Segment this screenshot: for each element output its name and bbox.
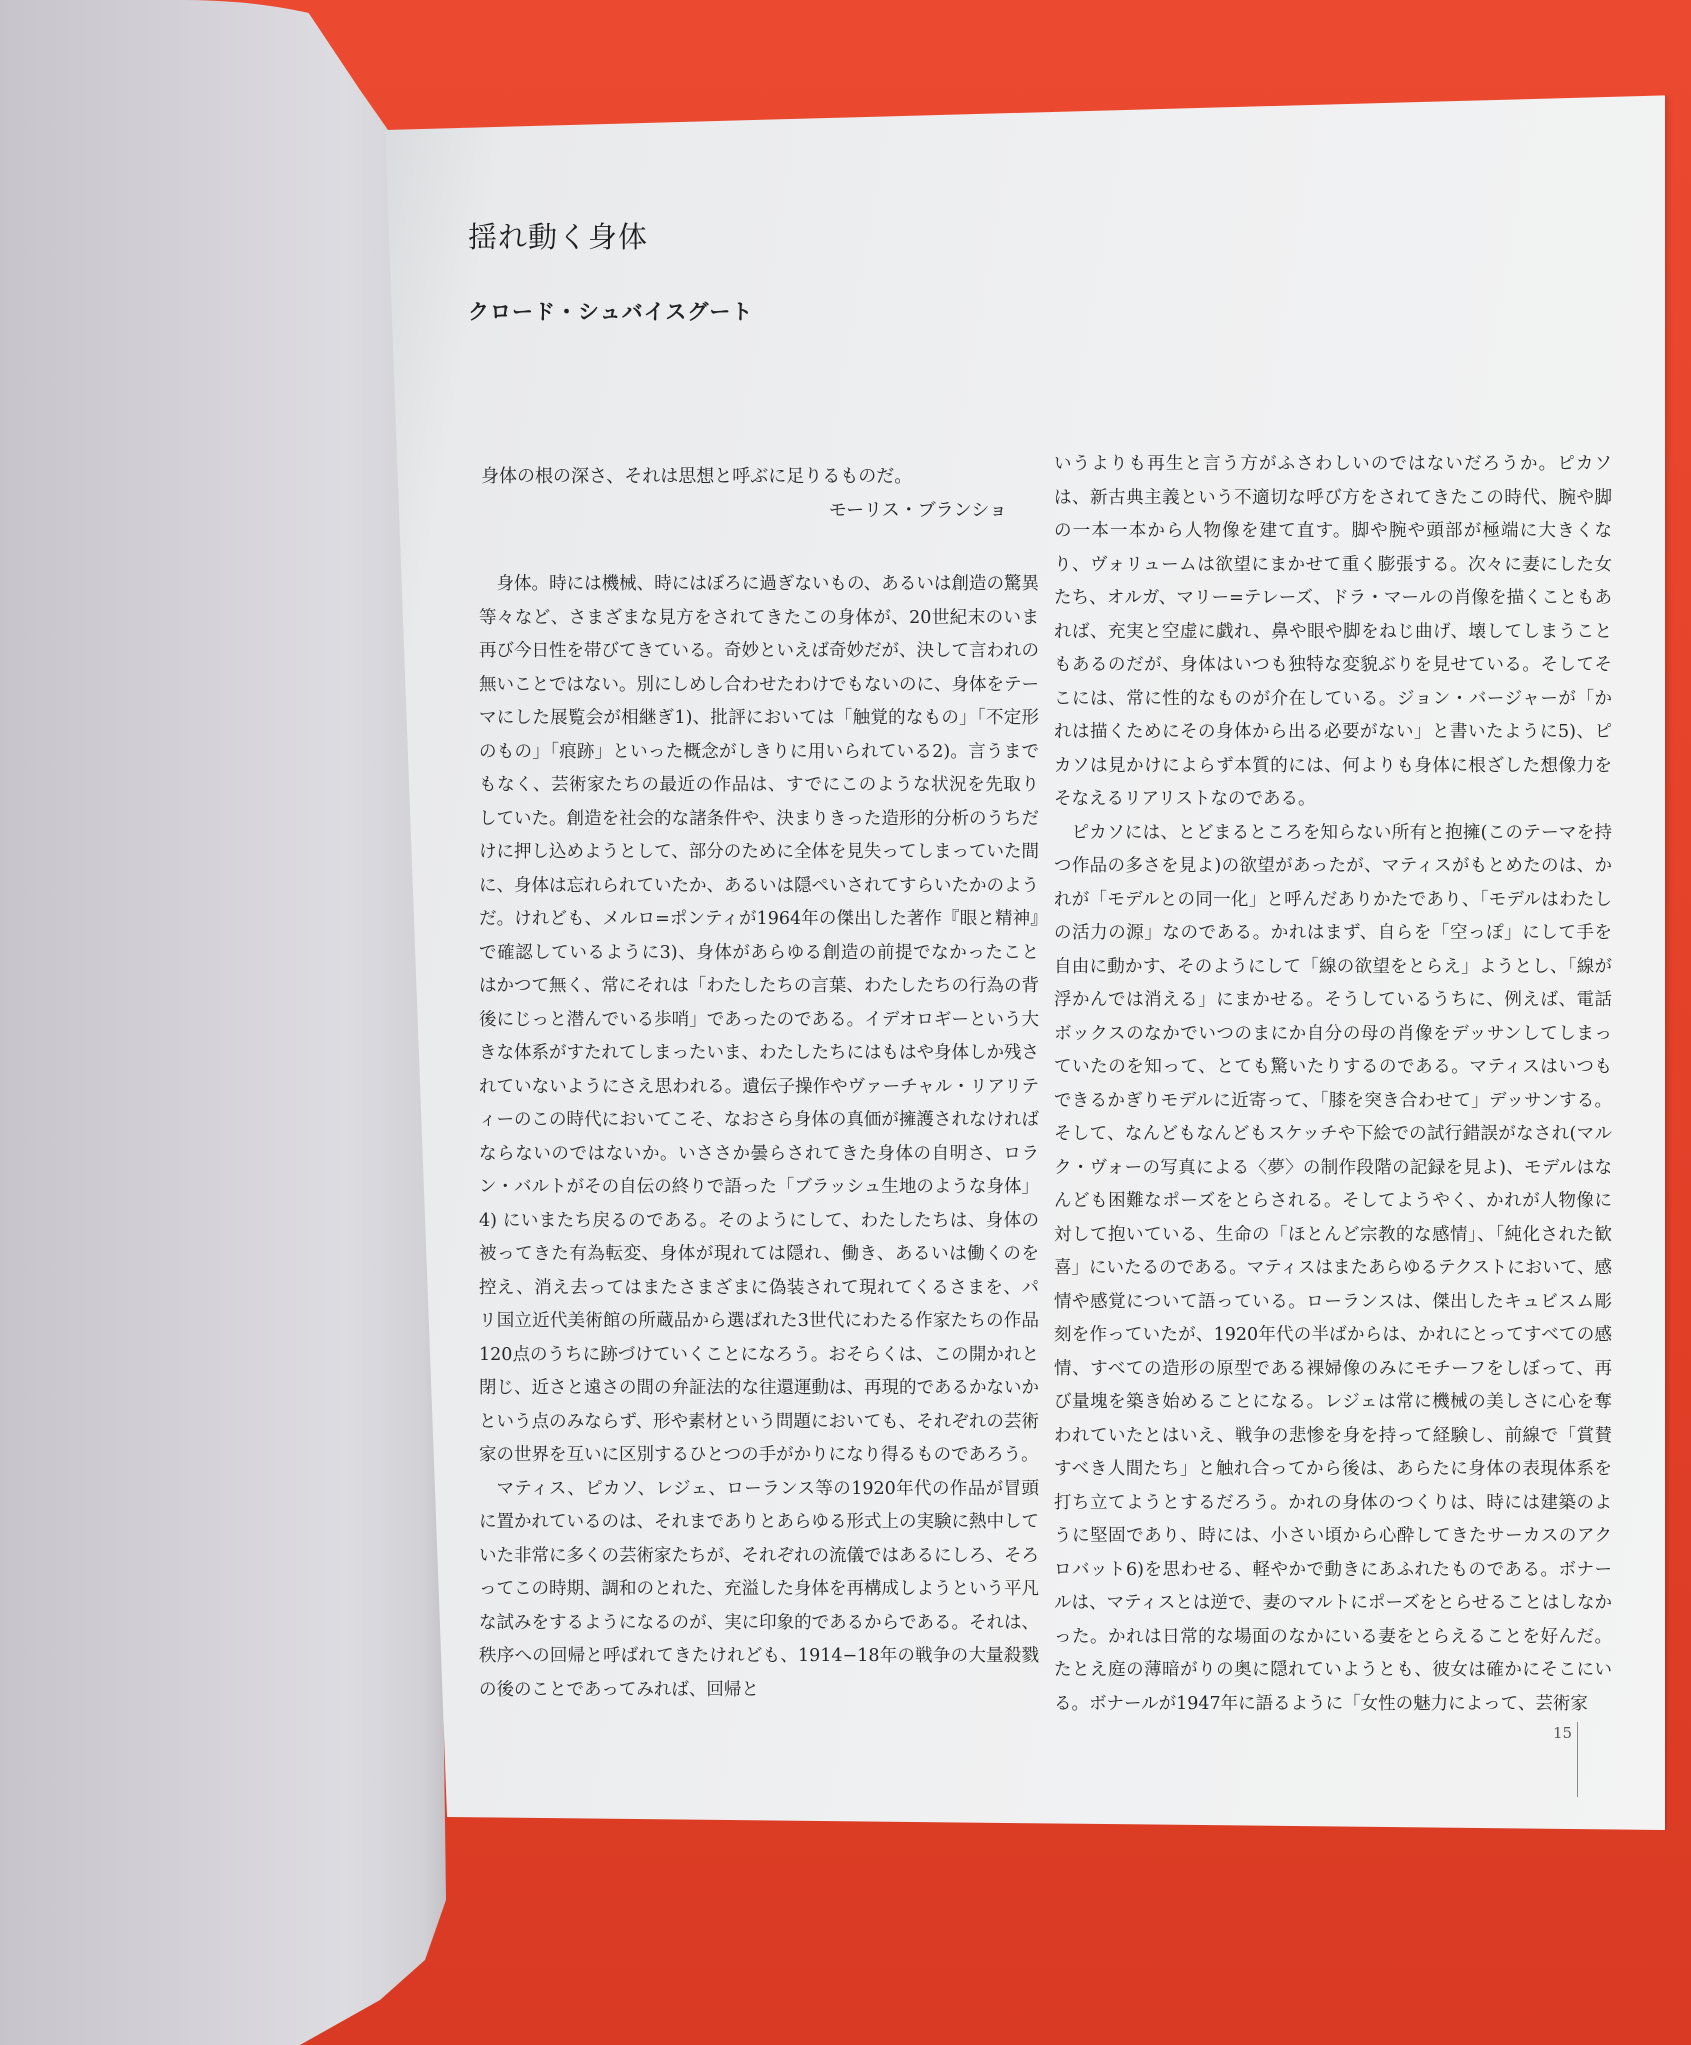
page-number: 15 xyxy=(1553,1724,1573,1742)
paragraph: マティス、ピカソ、レジェ、ローランス等の1920年代の作品が冒頭に置かれているのは、それまでありとあらゆる形式上の実験に熱中していた非常に多くの芸術家たちが、それぞれの流儀ではあるにしろ、そろってこの時期、調和のとれた、充溢した身体を再構成しようという平凡な試みをするようになるのが、実に印象的であるからである。それは、秩序への回帰と呼ばれてきたけれども、1914−18年の戦争の大量殺戮の後のことであってみれば、回帰と xyxy=(479,1478,1039,1700)
paragraph: ピカソには、とどまるところを知らない所有と抱擁(このテーマを持つ作品の多さを見よ)の欲望があったが、マティスがもとめたのは、かれが「モデルとの同一化」と呼んだありかたであり、「モデルはわたしの活力の源」なのである。かれはまず、自らを「空っぽ」にして手を自由に動かす、そのようにして「線の欲望をとらえ」ようとし、「線が浮かんでは消える」にまかせる。そうしているうちに、例えば、電話ボックスのなかでいつのまにか自分の母の肖像をデッサンしてしまっていたのを知って、とても驚いたりするのである。マティスはいつもできるかぎりモデルに近寄って、「膝を突き合わせて」デッサンする。そして、なんどもなんどもスケッチや下絵での試行錯誤がなされ(マルク・ヴォーの写真による〈夢〉の制作段階の記録を見よ)、モデルはなんども困難なポーズをとらされる。そしてようやく、かれが人物像に対して抱いている、生命の「ほとんど宗教的な感情」、「純化された歓喜」にいたるのである。マティスはまたあらゆるテクストにおいて、感情や感覚について語っている。ローランスは、傑出したキュビスム彫刻を作っていたが、1920年代の半ばからは、かれにとってすべての感情、すべての造形の原型である裸婦像のみにモチーフをしぼって、再び量塊を築き始めることになる。レジェは常に機械の美しさに心を奪われていたとはいえ、戦争の悲惨を身を持って経験し、前線で「賞賛すべき人間たち」と触れ合ってから後は、あらたに身体の表現体系を打ち立てようとするだろう。かれの身体のつくりは、時には建築のように堅固であり、時には、小さい頃から心酔してきたサーカスのアクロバット6)を思わせる、軽やかで動きにあふれたものである。ボナールは、マティスとは逆で、妻のマルトにポーズをとらせることはしなかった。かれは日常的な場面のなかにいる妻をとらえることを好んだ。たとえ庭の薄暗がりの奥に隠れていようとも、彼女は確かにそこにいる。ボナールが1947年に語るように「女性の魅力によって、芸術家 xyxy=(1054,822,1612,1714)
left-page-curled xyxy=(0,0,460,2045)
article-author: クロード・シュバイスグート xyxy=(468,299,754,324)
article-title: 揺れ動く身体 xyxy=(468,220,649,254)
paragraph: いうよりも再生と言う方がふさわしいのではないだろうか。ピカソは、新古典主義という不適切な呼び方をされてきたこの時代、腕や脚の一本一本から人物像を建て直す。脚や腕や頭部が極端に大きくなり、ヴォリュームは欲望にまかせて重く膨張する。次々に妻にした女たち、オルガ、マリー=テレーズ、ドラ・マールの肖像を描くこともあれば、充実と空虚に戯れ、鼻や眼や脚をねじ曲げ、壊してしまうこともあるのだが、身体はいつも独特な変貌ぶりを見せている。そしてそこには、常に性的なものが介在している。ジョン・バージャーが「かれは描くためにその身体から出る必要がない」と書いたように5)、ピカソは見かけによらず本質的には、何よりも身体に根ざした想像力をそなえるリアリストなのである。 xyxy=(1054,454,1612,809)
page-number-rule xyxy=(1577,1722,1578,1797)
epigraph xyxy=(481,460,1041,528)
body-column-left xyxy=(479,568,1039,1707)
body-column-right xyxy=(1054,448,1612,1721)
epigraph-quote: 身体の根の深さ、それは思想と呼ぶに足りるものだ。 xyxy=(481,466,913,487)
epigraph-attribution: モーリス・ブランショ xyxy=(828,500,1007,521)
paragraph: 身体。時には機械、時にはぼろに過ぎないもの、あるいは創造の驚異等々など、さまざまな見方をされてきたこの身体が、20世紀末のいま再び今日性を帯びてきている。奇妙といえば奇妙だが、決して言われの無いことではない。別にしめし合わせたわけでもないのに、身体をテーマにした展覧会が相継ぎ1)、批評においては「触覚的なもの」「不定形のもの」「痕跡」といった概念がしきりに用いられている2)。言うまでもなく、芸術家たちの最近の作品は、すでにこのような状況を先取りしていた。創造を社会的な諸条件や、決まりきった造形的分析のうちだけに押し込めようとして、部分のために全体を見失ってしまっていた間に、身体は忘れられていたか、あるいは隠ぺいされてすらいたかのようだ。けれども、メルロ=ポンティが1964年の傑出した著作『眼と精神』で確認しているように3)、身体があらゆる創造の前提でなかったことはかつて無く、常にそれは「わたしたちの言葉、わたしたちの行為の背後にじっと潜んでいる歩哨」であったのである。イデオロギーという大きな体系がすたれてしまったいま、わたしたちにはもはや身体しか残されていないようにさえ思われる。遺伝子操作やヴァーチャル・リアリティーのこの時代においてこそ、なおさら身体の真価が擁護されなければならないのではないか。いささか曇らされてきた身体の自明さ、ロラン・バルトがその自伝の終りで語った「ブラッシュ生地のような身体」4) にいまたち戻るのである。そのようにして、わたしたちは、身体の被ってきた有為転変、身体が現れては隠れ、働き、あるいは働くのを控え、消え去ってはまたさまざまに偽装されて現れてくるさまを、パリ国立近代美術館の所蔵品から選ばれた3世代にわたる作家たちの作品120点のうちに跡づけていくことになろう。おそらくは、この開かれと閉じ、近さと遠さの間の弁証法的な往還運動は、再現的であるかないかという点のみならず、形や素材という問題においても、それぞれの芸術家の世界を互いに区別するひとつの手がかりになり得るものであろう。 xyxy=(479,574,1040,1465)
